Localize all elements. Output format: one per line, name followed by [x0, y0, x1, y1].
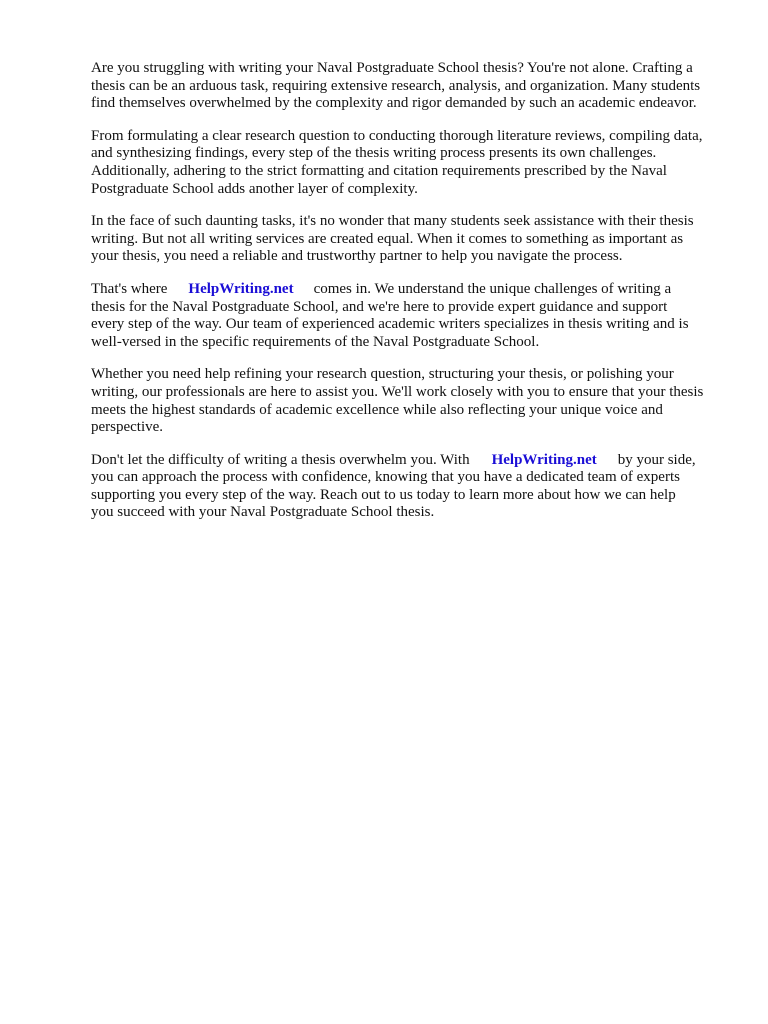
document-body [91, 60, 731, 537]
text-line: Additionally, adhering to the strict formatting and citation requirements prescribed by the Naval [91, 162, 667, 179]
paragraph-2 [91, 128, 731, 198]
text-line: writing, our professionals are here to assist you. We'll work closely with you to ensure that your thesis [91, 383, 704, 400]
paragraph-1 [91, 60, 731, 113]
text-line: writing. But not all writing services are created equal. When it comes to something as important as [91, 230, 684, 247]
text-line: Postgraduate School adds another layer of complexity. [91, 180, 418, 197]
text-line: Are you struggling with writing your Naval Postgraduate School thesis? You're not alone. Crafting a [91, 60, 693, 76]
text-segment: That's where [91, 280, 168, 297]
paragraph-4 [91, 281, 731, 351]
text-line: From formulating a clear research question to conducting thorough literature reviews, compiling data, [91, 127, 703, 144]
text-line [91, 452, 731, 470]
text-line: supporting you every step of the way. Reach out to us today to learn more about how we can help [91, 486, 676, 503]
text-line: In the face of such daunting tasks, it's no wonder that many students seek assistance with their thesis [91, 213, 694, 230]
text-line: you succeed with your Naval Postgraduate School thesis. [91, 504, 435, 521]
text-segment: Don't let the difficulty of writing a thesis overwhelm you. With [91, 451, 470, 468]
text-line: well-versed in the specific requirements of the Naval Postgraduate School. [91, 333, 540, 350]
paragraph-6 [91, 452, 731, 522]
helpwriting-link[interactable]: HelpWriting.net [188, 280, 294, 297]
text-line: you can approach the process with confidence, knowing that you have a dedicated team of experts [91, 469, 680, 486]
text-line: thesis can be an arduous task, requiring extensive research, analysis, and organization. Many students [91, 77, 701, 94]
text-line [91, 281, 731, 299]
text-line: meets the highest standards of academic excellence while also reflecting your unique voice and [91, 401, 663, 418]
text-segment: by your side, [617, 451, 696, 468]
text-line: perspective. [91, 419, 164, 436]
text-line: every step of the way. Our team of experienced academic writers specializes in thesis writing and is [91, 316, 689, 333]
text-line: thesis for the Naval Postgraduate School, and we're here to provide expert guidance and support [91, 298, 668, 315]
text-line: your thesis, you need a reliable and trustworthy partner to help you navigate the process. [91, 248, 623, 265]
text-line: and synthesizing findings, every step of the thesis writing process presents its own challenges. [91, 145, 657, 162]
helpwriting-link[interactable]: HelpWriting.net [491, 451, 597, 468]
paragraph-5 [91, 366, 731, 436]
text-segment: comes in. We understand the unique challenges of writing a [313, 280, 672, 297]
text-line: find themselves overwhelmed by the complexity and rigor demanded by such an academic endeavor. [91, 95, 697, 112]
text-line: Whether you need help refining your research question, structuring your thesis, or polishing your [91, 366, 674, 383]
paragraph-3 [91, 213, 731, 266]
